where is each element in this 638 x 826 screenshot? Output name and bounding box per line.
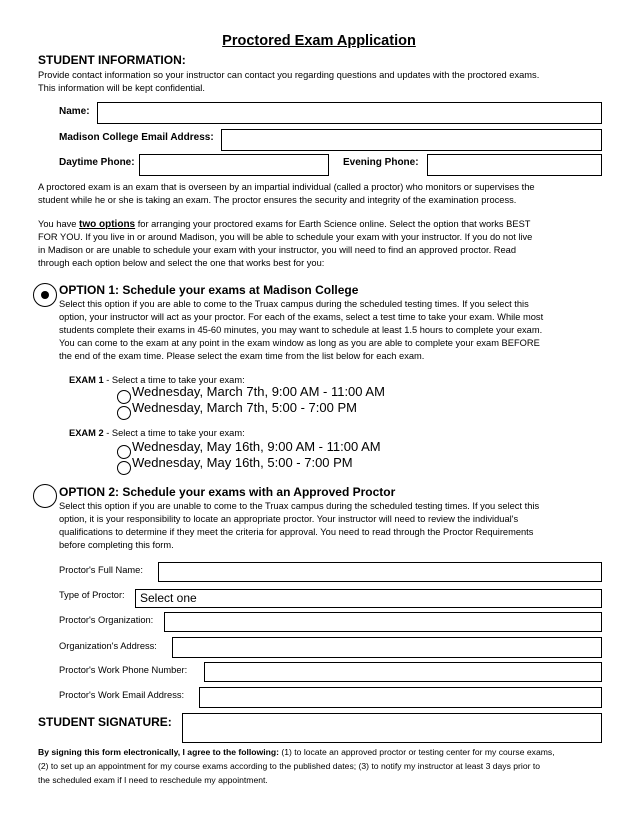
- option1-radio[interactable]: [33, 283, 57, 307]
- proctor-name-field[interactable]: [158, 562, 602, 582]
- exam1-instruction: - Select a time to take your exam:: [103, 375, 245, 385]
- option1-text-5: the end of the exam time. Please select the exam time from the list below for each exam.: [59, 351, 425, 361]
- option2-text-3: qualifications to determine if they meet the criteria for approval. You need to read through the Proctor Requirements: [59, 527, 534, 537]
- option1-text-3: students complete their exams in 45-60 minutes, you may want to schedule at least 1.5 hours to complete your exam.: [59, 325, 543, 335]
- work-email-field[interactable]: [199, 687, 602, 708]
- option1-heading: OPTION 1: Schedule your exams at Madison College: [59, 283, 359, 297]
- option2-heading: OPTION 2: Schedule your exams with an Approved Proctor: [59, 485, 396, 499]
- evening-phone-label: Evening Phone:: [343, 157, 419, 168]
- exam1-choice2-radio[interactable]: [117, 406, 131, 420]
- option1-selected-dot: [41, 291, 49, 299]
- option1-text-2: option, your instructor will act as your proctor. For each of the exams, select a test time to take your exam. While most: [59, 312, 544, 322]
- student-info-intro-2: This information will be kept confidential.: [38, 83, 205, 93]
- evening-phone-field[interactable]: [427, 154, 602, 176]
- org-address-field[interactable]: [172, 637, 602, 658]
- exam2-label: EXAM 2: [69, 428, 104, 438]
- option2-text-4: before completing this form.: [59, 540, 174, 550]
- agreement-line-1: [38, 746, 555, 759]
- option2-radio[interactable]: [33, 484, 57, 508]
- options-pre: You have: [38, 219, 80, 229]
- agreement-line-3: the scheduled exam if I need to reschedule my appointment.: [38, 775, 268, 785]
- description-line-6: through each option below and select the one that works best for you:: [38, 258, 325, 268]
- proctor-name-label: Proctor's Full Name:: [59, 565, 143, 575]
- email-label: Madison College Email Address:: [59, 132, 214, 143]
- exam1-choice1-radio[interactable]: [117, 390, 131, 404]
- work-phone-label: Proctor's Work Phone Number:: [59, 665, 188, 675]
- work-email-label: Proctor's Work Email Address:: [59, 690, 185, 700]
- description-line-4: FOR YOU. If you live in or around Madison, you will be able to schedule your exam with your instructor. If you do not live: [38, 232, 533, 242]
- day-phone-field[interactable]: [139, 154, 329, 176]
- proctor-type-select[interactable]: [135, 589, 602, 608]
- signature-field[interactable]: [182, 713, 602, 743]
- exam2-instruction: - Select a time to take your exam:: [103, 428, 245, 438]
- email-field[interactable]: [221, 129, 602, 151]
- option1-text-1: Select this option if you are able to come to the Truax campus during the scheduled testing times. If you select this: [59, 299, 529, 309]
- option2-text-1: Select this option if you are unable to come to the Truax campus during the scheduled testing times. If you select this: [59, 501, 540, 511]
- exam1-choice2-label: Wednesday, March 7th, 5:00 - 7:00 PM: [132, 400, 357, 415]
- exam2-choice1-radio[interactable]: [117, 445, 131, 459]
- options-emphasis: two options: [79, 219, 136, 230]
- option1-text-4: You can come to the exam at any point in the exam window as long as you are able to complete your exam BEFORE: [59, 338, 540, 348]
- name-label: Name:: [59, 106, 90, 117]
- proctor-type-value: Select one: [140, 591, 197, 605]
- description-line-1: A proctored exam is an exam that is overseen by an impartial individual (called a proctor) who monitors or supervises the: [38, 182, 535, 192]
- exam2-choice2-radio[interactable]: [117, 461, 131, 475]
- agreement-bold: By signing this form electronically, I agree to the following:: [38, 747, 279, 757]
- agreement-line-1-rest: (1) to locate an approved proctor or testing center for my course exams,: [278, 747, 555, 757]
- page-title: Proctored Exam Application: [222, 33, 416, 49]
- description-line-5: in Madison or are unable to schedule your exam with your instructor, you will need to find an approved proctor. Read: [38, 245, 517, 255]
- proctor-org-field[interactable]: [164, 612, 602, 632]
- agreement-line-2: (2) to set up an appointment for my course exams according to the published dates; (3) to notify my instructor at least 3 days prior to: [38, 761, 541, 771]
- description-line-2: student while he or she is taking an exam. The proctor ensures the security and integrity of the examination process.: [38, 195, 517, 205]
- proctor-org-label: Proctor's Organization:: [59, 615, 154, 625]
- exam2-choice1-label: Wednesday, May 16th, 9:00 AM - 11:00 AM: [132, 439, 381, 454]
- exam2-choice2-label: Wednesday, May 16th, 5:00 - 7:00 PM: [132, 455, 353, 470]
- exam1-label: EXAM 1: [69, 375, 104, 385]
- exam1-choice1-label: Wednesday, March 7th, 9:00 AM - 11:00 AM: [132, 384, 385, 399]
- proctor-type-label: Type of Proctor:: [59, 590, 125, 600]
- work-phone-field[interactable]: [204, 662, 602, 682]
- options-post: for arranging your proctored exams for Earth Science online. Select the option that works BEST: [135, 219, 531, 229]
- signature-heading: STUDENT SIGNATURE:: [38, 715, 172, 729]
- student-info-heading: STUDENT INFORMATION:: [38, 53, 186, 67]
- student-info-intro-1: Provide contact information so your instructor can contact you regarding questions and updates with the proctored exams.: [38, 70, 540, 80]
- day-phone-label: Daytime Phone:: [59, 157, 135, 168]
- name-field[interactable]: [97, 102, 602, 124]
- org-address-label: Organization's Address:: [59, 641, 157, 651]
- option2-text-2: option, it is your responsibility to locate an appropriate proctor. Your instructor will need to review the individual's: [59, 514, 519, 524]
- options-intro-line: [38, 218, 530, 231]
